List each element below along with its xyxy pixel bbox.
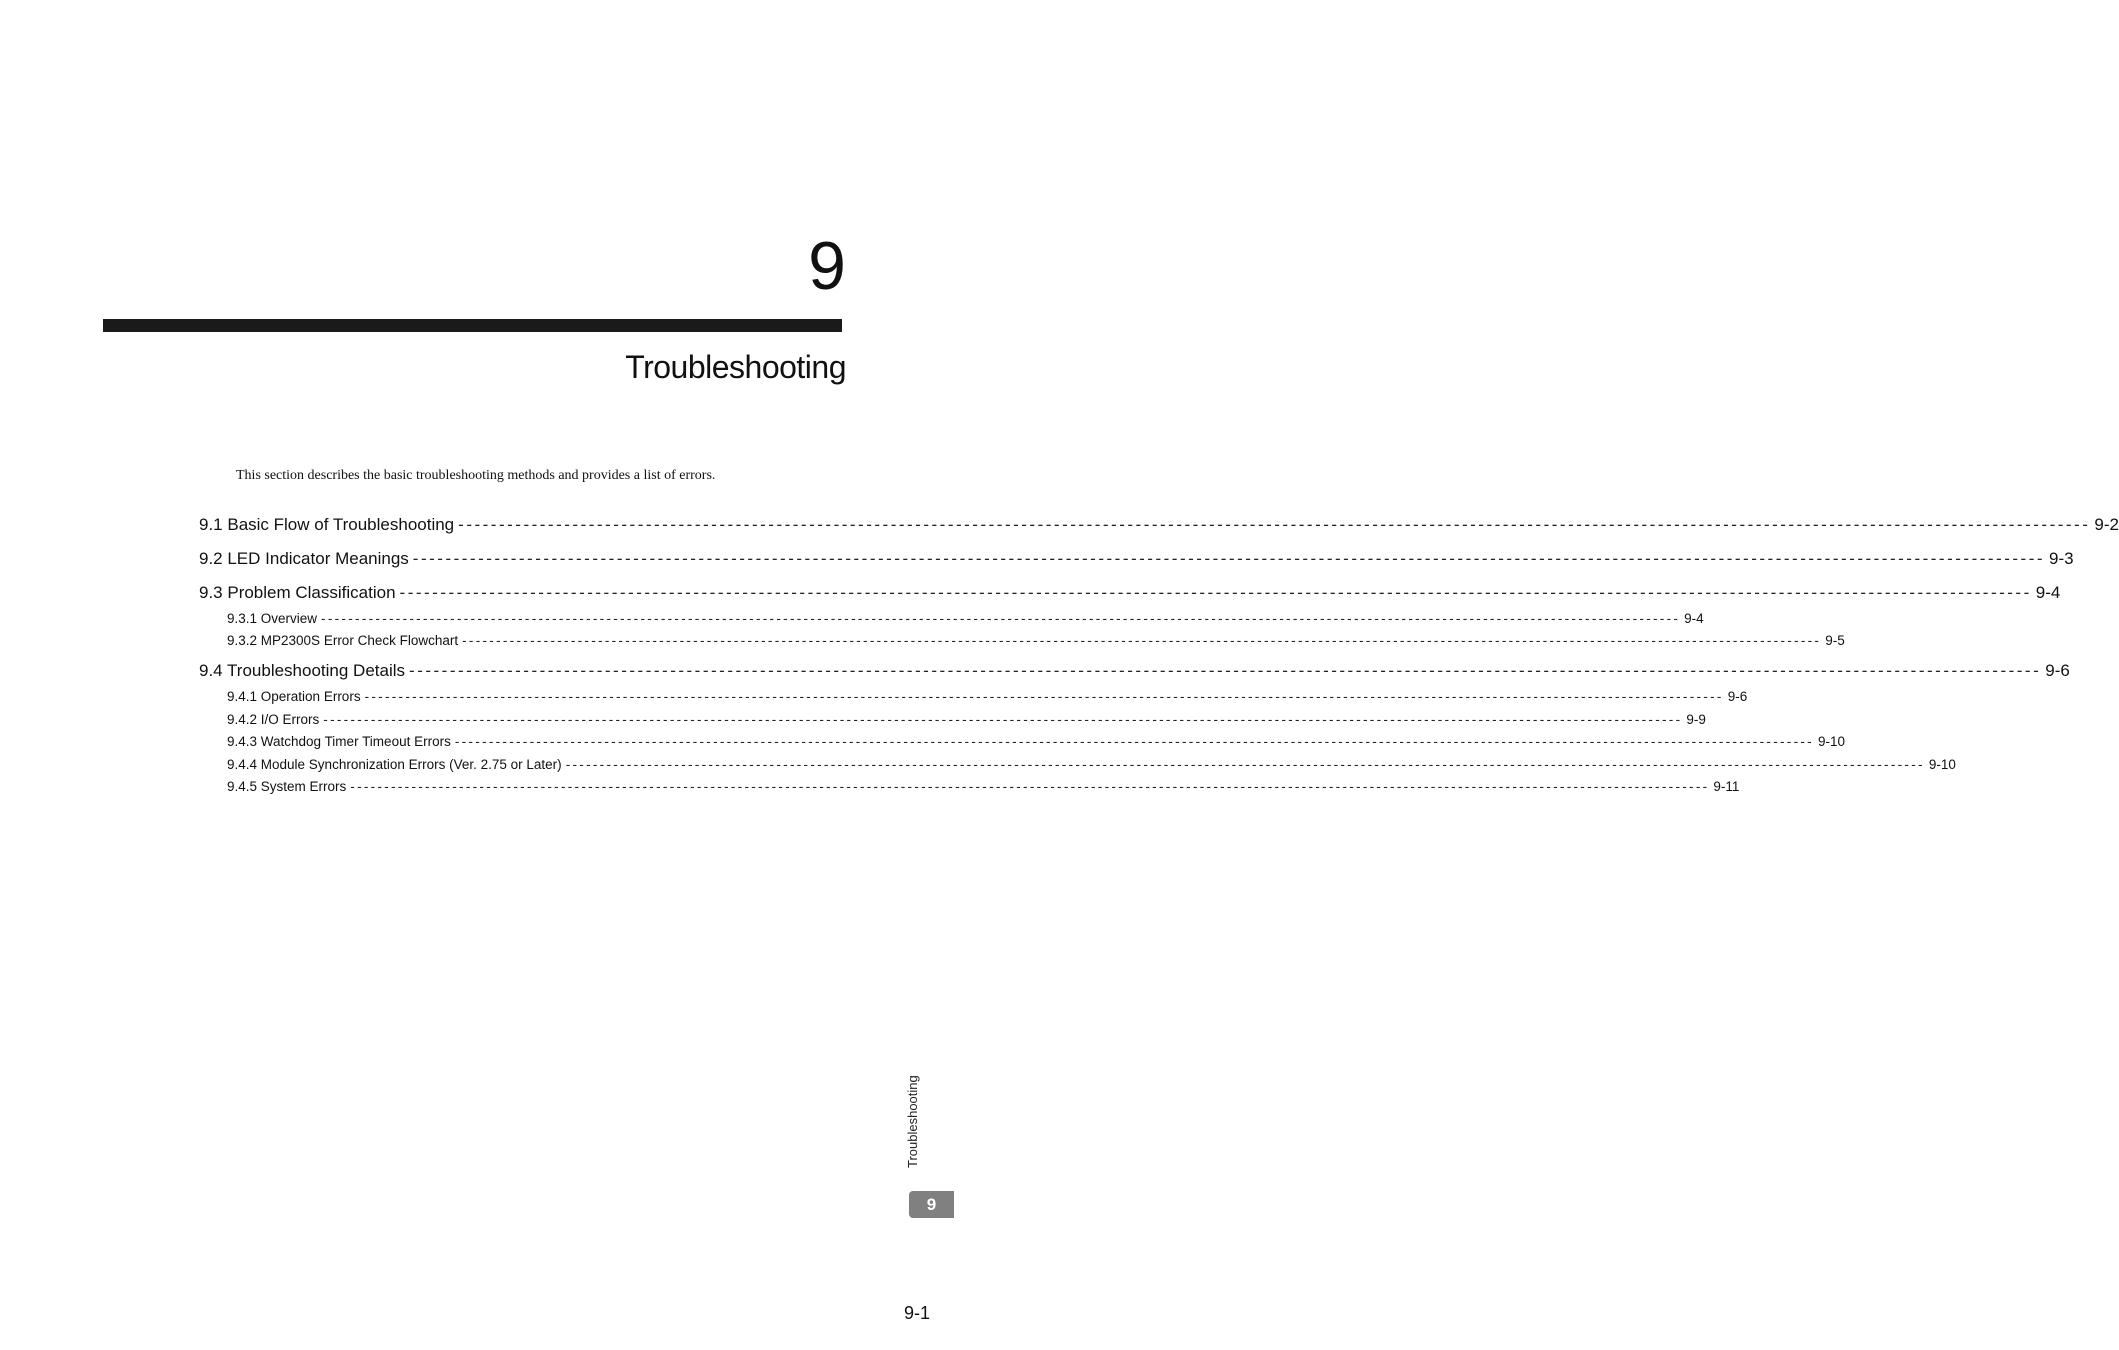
toc-entry-page: 9-4: [2035, 583, 2061, 602]
side-tab-chapter-number: 9: [909, 1191, 954, 1218]
chapter-intro: This section describes the basic troubleshooting methods and provides a list of errors.: [236, 468, 716, 483]
chapter-divider-bar: [103, 319, 842, 332]
toc-entry-9-1[interactable]: [199, 514, 2119, 536]
toc-entry-label: 9.2 LED Indicator Meanings: [199, 549, 409, 568]
toc-leader: --------------------------------------------------------------------------------------------------------------------------------------------------------------------------------------------------------: [323, 712, 1683, 727]
toc-entry-label: 9.3.1 Overview: [227, 611, 318, 626]
toc-entry-9-4-5[interactable]: [227, 778, 1740, 796]
toc-leader: --------------------------------------------------------------------------------------------------------------------------------------------------------------------------------------------------------: [350, 779, 1710, 794]
toc-leader: --------------------------------------------------------------------------------------------------------------------------------------------------------------------------------------------------------: [454, 734, 1814, 749]
toc-entry-label: 9.4.1 Operation Errors: [227, 689, 361, 704]
toc-entry-label: 9.3.2 MP2300S Error Check Flowchart: [227, 633, 459, 648]
toc-leader: --------------------------------------------------------------------------------------------------------------------------------------------------------------------------------------------------------: [409, 661, 2042, 680]
toc-entry-page: 9-10: [1928, 757, 1956, 772]
toc-entry-label: 9.4.3 Watchdog Timer Timeout Errors: [227, 734, 451, 749]
toc-entry-label: 9.4.4 Module Synchronization Errors (Ver. 2.75 or Later): [227, 757, 562, 772]
toc-entry-page: 9-5: [1825, 633, 1845, 648]
toc-entry-9-4[interactable]: [199, 660, 2070, 682]
toc-leader: --------------------------------------------------------------------------------------------------------------------------------------------------------------------------------------------------------: [364, 689, 1724, 704]
toc-leader: --------------------------------------------------------------------------------------------------------------------------------------------------------------------------------------------------------: [412, 549, 2046, 568]
toc-entry-page: 9-6: [1727, 689, 1748, 704]
toc-entry-page: 9-3: [2049, 549, 2074, 568]
toc-entry-9-4-2[interactable]: [227, 711, 1706, 729]
toc-entry-page: 9-4: [1684, 611, 1704, 626]
chapter-number: 9: [808, 228, 846, 304]
toc-entry-label: 9.4.2 I/O Errors: [227, 712, 320, 727]
page-number: 9-1: [903, 1303, 930, 1323]
toc-entry-9-3-2[interactable]: [227, 632, 1845, 650]
toc-leader: --------------------------------------------------------------------------------------------------------------------------------------------------------------------------------------------------------: [565, 757, 1925, 772]
toc-entry-9-3[interactable]: [199, 582, 2061, 604]
toc-entry-9-4-3[interactable]: [227, 733, 1845, 751]
toc-entry-label: 9.1 Basic Flow of Troubleshooting: [199, 515, 455, 534]
toc-leader: --------------------------------------------------------------------------------------------------------------------------------------------------------------------------------------------------------: [321, 611, 1681, 626]
toc-entry-9-2[interactable]: [199, 548, 2074, 570]
side-tab-label: Troubleshooting: [905, 1075, 920, 1168]
toc-entry-page: 9-6: [2045, 661, 2070, 680]
toc-entry-label: 9.4.5 System Errors: [227, 779, 347, 794]
toc-entry-page: 9-11: [1713, 779, 1740, 794]
toc-leader: --------------------------------------------------------------------------------------------------------------------------------------------------------------------------------------------------------: [458, 515, 2091, 534]
toc-leader: --------------------------------------------------------------------------------------------------------------------------------------------------------------------------------------------------------: [399, 583, 2032, 602]
chapter-title: Troubleshooting: [625, 349, 846, 385]
toc-entry-page: 9-10: [1817, 734, 1845, 749]
toc-entry-label: 9.4 Troubleshooting Details: [199, 661, 406, 680]
toc-entry-label: 9.3 Problem Classification: [199, 583, 396, 602]
toc-entry-page: 9-9: [1686, 712, 1706, 727]
toc-leader: --------------------------------------------------------------------------------------------------------------------------------------------------------------------------------------------------------: [462, 633, 1822, 648]
toc-entry-9-4-4[interactable]: [227, 756, 1956, 774]
toc-entry-page: 9-2: [2094, 515, 2119, 534]
toc-entry-9-4-1[interactable]: [227, 688, 1748, 706]
toc-entry-9-3-1[interactable]: [227, 610, 1704, 628]
